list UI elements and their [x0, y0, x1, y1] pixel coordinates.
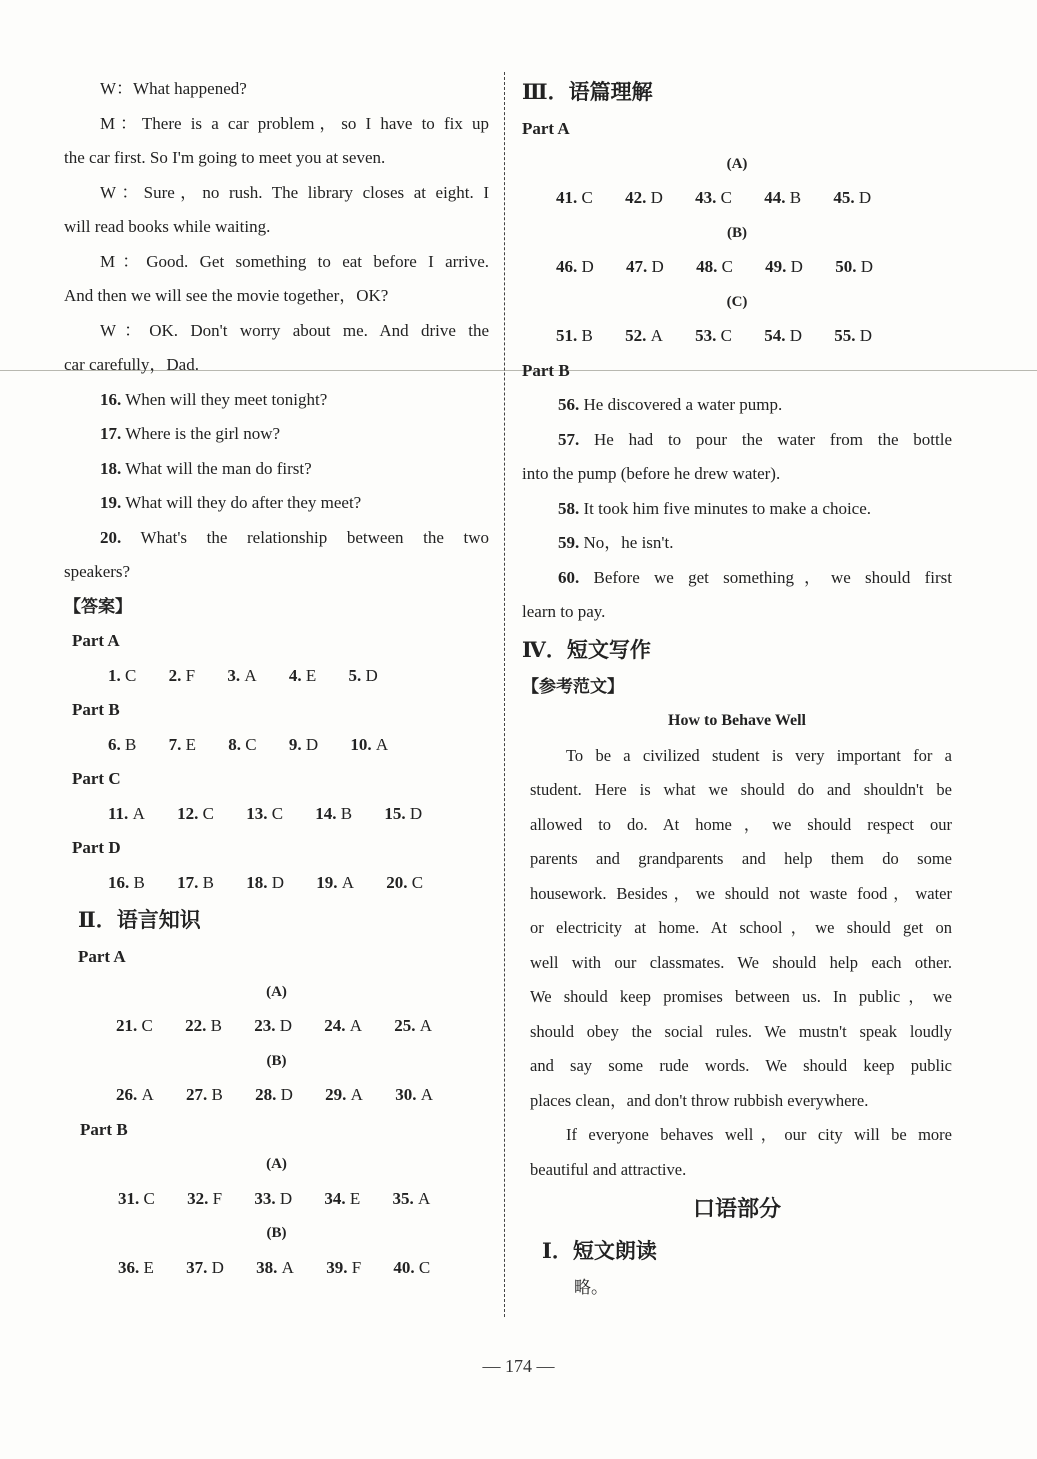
answer-59: 59. No，he isn't.: [558, 533, 674, 552]
part-a-label: Part A: [78, 947, 126, 966]
part-b-label: Part B: [80, 1119, 128, 1139]
dialogue-line: W：OK. Don't worry about me. And drive the: [100, 320, 489, 340]
section-3-heading: Ⅲ．语篇理解: [522, 79, 653, 104]
answer-57: 57. He had to pour the water from the bottle: [558, 429, 952, 449]
essay-body: [522, 739, 952, 1188]
group-label: (A): [266, 983, 287, 1000]
essay-line: To be a civilized student is very important for a: [566, 745, 952, 765]
group-label: (B): [266, 1052, 287, 1069]
oral-section-1-heading: Ⅰ．短文朗读: [542, 1238, 657, 1263]
question-20: 20. What's the relationship between the two: [100, 527, 489, 547]
page-number: — 174 —: [482, 1356, 555, 1376]
oral-answer: 略。: [574, 1278, 608, 1297]
answer-58: 58. It took him five minutes to make a choice.: [558, 498, 872, 518]
dialogue-line: W：What happened?: [100, 79, 247, 98]
question-19: 19. What will they do after they meet?: [100, 493, 362, 512]
group-label: (B): [266, 1225, 287, 1241]
answer-heading: 【答案】: [64, 596, 132, 616]
part-a-label: Part A: [522, 119, 570, 138]
group-label: (C): [726, 293, 748, 310]
answer-row: 16. B 17. B 18. D 19. A 20. C: [108, 872, 424, 892]
question-18: 18. What will the man do first?: [100, 458, 312, 478]
answer-row: 51. B 52. A 53. C 54. D 55. D: [556, 326, 873, 345]
part-b-label: Part B: [522, 360, 570, 380]
question-16: 16. When will they meet tonight?: [100, 389, 328, 409]
essay-line: housework. Besides，we should not waste food，water: [530, 883, 952, 903]
answer-row: 36. E 37. D 38. A 39. F 40. C: [118, 1257, 431, 1277]
essay-line: student. Here is what we should do and shouldn't be: [530, 780, 952, 799]
answer-56: 56. He discovered a water pump.: [558, 395, 783, 414]
group-label: (A): [726, 155, 748, 172]
section-2-heading: Ⅱ．语言知识: [78, 907, 201, 932]
essay-line: places clean，and don't throw rubbish everywhere.: [530, 1090, 869, 1110]
answer-row: 31. C 32. F 33. D 34. E 35. A: [118, 1188, 431, 1208]
part-a-label: Part A: [72, 631, 120, 650]
dialogue-line: M：Good. Get something to eat before I arrive.: [100, 251, 489, 271]
dialogue-line: W：Sure，no rush. The library closes at eight. I: [100, 182, 489, 202]
answer-60-cont: learn to pay.: [522, 602, 606, 621]
group-label: (A): [266, 1156, 287, 1172]
answer-row: 41. C 42. D 43. C 44. B 45. D: [556, 188, 872, 207]
part-c-label: Part C: [72, 769, 121, 788]
question-17: 17. Where is the girl now?: [100, 424, 281, 443]
right-column: [522, 72, 952, 1306]
group-label: (B): [727, 224, 747, 241]
answer-row: 46. D 47. D 48. C 49. D 50. D: [556, 257, 873, 276]
dialogue-line: will read books while waiting.: [64, 217, 271, 236]
dialogue-line: And then we will see the movie together，OK?: [64, 286, 389, 305]
answer-row: 11. A 12. C 13. C 14. B 15. D: [108, 803, 423, 823]
column-divider: [504, 72, 505, 1317]
essay-line: We should keep promises between us. In public，we: [530, 987, 952, 1006]
dialogue-line: the car first. So I'm going to meet you at seven.: [64, 148, 386, 167]
essay-line: allowed to do. At home，we should respect our: [530, 814, 952, 834]
sample-heading: 【参考范文】: [522, 676, 624, 696]
question-20-cont: speakers?: [64, 562, 131, 581]
essay-line: should obey the social rules. We mustn't speak loudly: [530, 1021, 952, 1041]
answer-60: 60. Before we get something，we should first: [558, 567, 953, 587]
left-column: [64, 72, 489, 1285]
section-4-heading: Ⅳ．短文写作: [522, 636, 651, 662]
dialogue-line: M：There is a car problem，so I have to fix up: [100, 113, 489, 133]
part-b-label: Part B: [72, 700, 120, 719]
essay-line: beautiful and attractive.: [530, 1159, 687, 1179]
dialogue-line: car carefully，Dad.: [64, 355, 199, 374]
essay-line: or electricity at home. At school，we should get on: [530, 918, 952, 937]
answer-57-cont: into the pump (before he drew water).: [522, 464, 781, 483]
answer-row: 1. C 2. F 3. A 4. E 5. D: [108, 665, 378, 685]
part-d-label: Part D: [72, 838, 121, 857]
answer-row: 26. A 27. B 28. D 29. A 30. A: [116, 1085, 433, 1104]
essay-line: If everyone behaves well，our city will be more: [566, 1125, 952, 1144]
answer-row: 21. C 22. B 23. D 24. A 25. A: [116, 1016, 433, 1035]
essay-line: parents and grandparents and help them do some: [530, 849, 952, 868]
essay-line: well with our classmates. We should help each other.: [530, 952, 952, 972]
answer-row: 6. B 7. E 8. C 9. D 10. A: [108, 734, 389, 754]
essay-line: and say some rude words. We should keep public: [530, 1056, 952, 1075]
essay-title: How to Behave Well: [668, 712, 806, 729]
oral-heading: 口语部分: [692, 1196, 781, 1222]
